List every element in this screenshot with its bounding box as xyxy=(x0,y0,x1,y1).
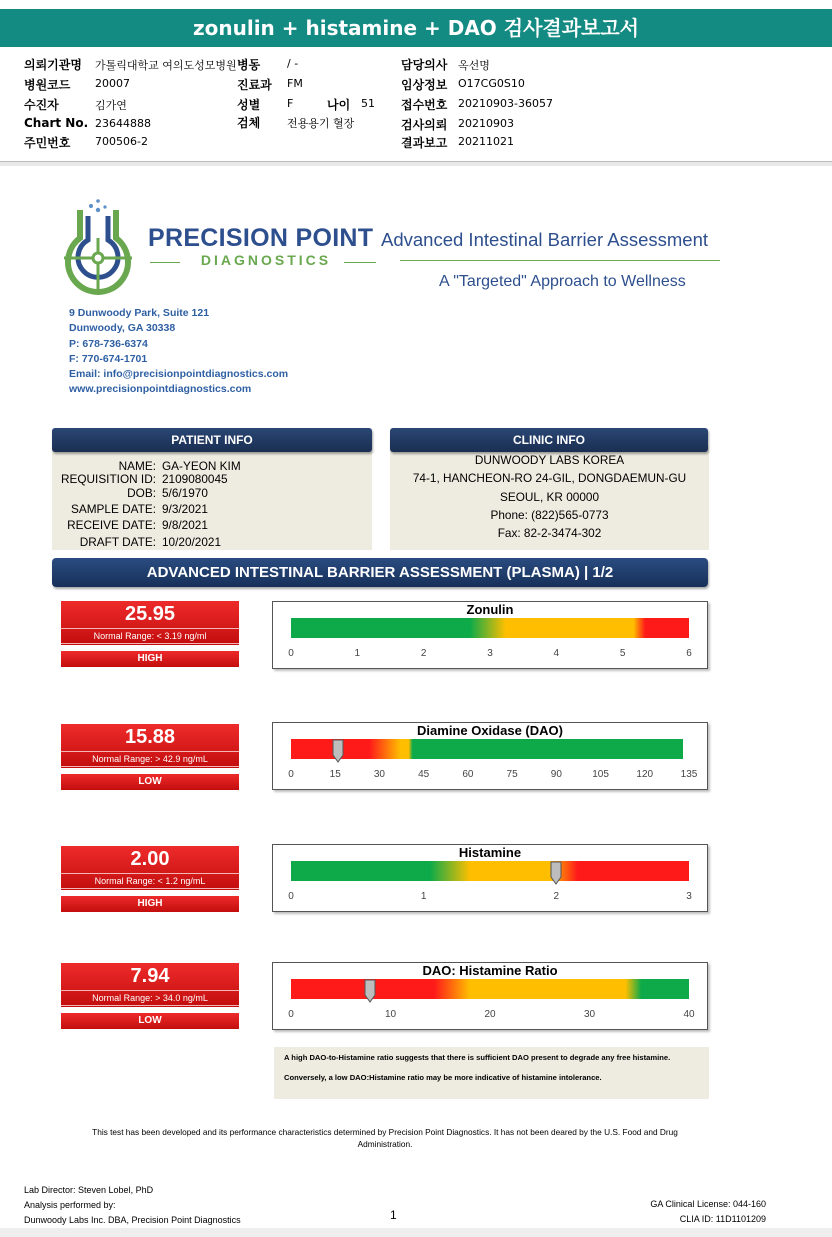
brand-subtitle: DIAGNOSTICS xyxy=(200,252,332,268)
website-link[interactable]: www.precisionpointdiagnostics.com xyxy=(69,383,252,396)
field-value: 20210903 xyxy=(458,117,514,130)
tick-label: 40 xyxy=(683,1009,695,1020)
lab-name: Dunwoody Labs Inc. DBA, Precision Point Diagnostics xyxy=(24,1215,241,1225)
patient-value: 9/8/2021 xyxy=(162,518,208,532)
field-value: 20210903-36057 xyxy=(458,97,553,110)
tick-label: 0 xyxy=(288,648,294,659)
lab-address xyxy=(69,306,288,398)
clinic-info-heading: CLINIC INFO xyxy=(390,428,708,452)
field-label: 병원코드 xyxy=(24,78,71,92)
field-value: 51 xyxy=(361,97,375,110)
tick-label: 20 xyxy=(484,1009,496,1020)
result-value: 2.00 xyxy=(130,848,170,870)
result-box xyxy=(61,601,239,645)
result-value: 15.88 xyxy=(124,726,176,748)
result-value: 7.94 xyxy=(130,965,170,987)
field-value: 20211021 xyxy=(458,135,514,148)
tick-label: 0 xyxy=(288,891,294,902)
tick-label: 1 xyxy=(420,891,427,902)
tick-label: 2 xyxy=(553,891,560,902)
patient-value: 2109080045 xyxy=(162,472,228,486)
tick-label: 0 xyxy=(288,769,294,780)
result-flag: HIGH xyxy=(61,896,239,912)
gauge xyxy=(272,722,708,790)
clinic-line: 74-1, HANCHEON-RO 24-GIL, DONGDAEMUN-GU xyxy=(412,471,687,486)
tick-label: 5 xyxy=(619,648,626,659)
patient-key: RECEIVE DATE: xyxy=(67,518,156,532)
patient-row xyxy=(52,535,221,549)
tick-label: 45 xyxy=(418,769,430,780)
order-info-panel xyxy=(0,50,832,162)
gauge-title: Histamine xyxy=(458,845,522,860)
result-flag: LOW xyxy=(61,774,239,790)
gauge-bar xyxy=(291,739,683,759)
normal-range: Normal Range: > 34.0 ng/mL xyxy=(61,990,239,1006)
tick-label: 0 xyxy=(288,1009,294,1020)
field-label: 수진자 xyxy=(24,98,59,112)
field-label: 결과보고 xyxy=(401,136,448,150)
tick-label: 3 xyxy=(487,648,493,659)
tick-label: 30 xyxy=(373,769,385,780)
field-label: 병동 xyxy=(237,58,261,72)
tick-label: 90 xyxy=(550,769,562,780)
result-box xyxy=(61,724,239,768)
assessment-title: Advanced Intestinal Barrier Assessment xyxy=(381,229,708,250)
clinical-license: GA Clinical License: 044-160 xyxy=(650,1199,766,1209)
note-text: A high DAO-to-Histamine ratio suggests that there is sufficient DAO present to degrade any free histamine. xyxy=(284,1053,671,1062)
patient-value: 9/3/2021 xyxy=(162,502,208,516)
value-marker-icon xyxy=(364,979,376,1003)
field-label: 검사의뢰 xyxy=(401,118,448,132)
value-marker-icon xyxy=(550,861,562,885)
field-label: 담당의사 xyxy=(401,58,448,72)
gauge-title: Diamine Oxidase (DAO) xyxy=(417,723,563,738)
patient-value: 10/20/2021 xyxy=(162,535,222,549)
lab-director: Lab Director: Steven Lobel, PhD xyxy=(24,1185,154,1195)
tick-label: 30 xyxy=(583,1009,596,1020)
tick-label: 10 xyxy=(384,1009,397,1020)
clia-id: CLIA ID: 11D1101209 xyxy=(679,1214,766,1224)
divider xyxy=(344,262,376,263)
gauge-title: DAO: Histamine Ratio xyxy=(422,963,558,978)
normal-range: Normal Range: < 1.2 ng/mL xyxy=(61,873,239,889)
tick-label: 6 xyxy=(686,648,692,659)
field-value: FM xyxy=(287,77,303,90)
field-value: 20007 xyxy=(95,77,130,90)
tick-label: 60 xyxy=(462,769,474,780)
tick-label: 2 xyxy=(420,648,427,659)
tick-label: 3 xyxy=(686,891,692,902)
footer-right xyxy=(650,1197,766,1227)
patient-row xyxy=(52,518,208,532)
field-value: 김가연 xyxy=(95,99,127,112)
tick-label: 120 xyxy=(636,769,654,780)
address-line: 9 Dunwoody Park, Suite 121 xyxy=(69,307,210,319)
note-text: Conversely, a low DAO:Histamine ratio may be more indicative of histamine intolerance. xyxy=(284,1073,602,1082)
address-line: Dunwoody, GA 30338 xyxy=(69,322,176,335)
clinic-info-panel xyxy=(390,446,709,550)
tagline: A "Targeted" Approach to Wellness xyxy=(439,273,686,290)
flask-logo-icon xyxy=(58,198,138,298)
clinic-line: DUNWOODY LABS KOREA xyxy=(474,453,625,467)
field-label: Chart No. xyxy=(24,116,89,130)
clinic-line: Phone: (822)565-0773 xyxy=(490,507,609,522)
tick-label: 135 xyxy=(680,769,698,780)
field-label: 접수번호 xyxy=(401,98,448,112)
clinic-line: SEOUL, KR 00000 xyxy=(499,489,600,504)
gauge xyxy=(272,844,708,912)
patient-row xyxy=(52,459,241,473)
field-label: 검체 xyxy=(237,116,261,130)
field-value: 가톨릭대학교 여의도성모병원 xyxy=(95,59,237,72)
patient-info-panel xyxy=(52,446,372,550)
gauge-bar xyxy=(291,861,689,881)
tick-label: 1 xyxy=(354,648,361,659)
patient-value: 5/6/1970 xyxy=(162,486,208,500)
gauge xyxy=(272,601,708,669)
divider xyxy=(400,260,720,261)
clinic-line: Fax: 82-2-3474-302 xyxy=(497,526,602,541)
section-heading: ADVANCED INTESTINAL BARRIER ASSESSMENT (PLASMA) | 1/2 xyxy=(52,558,708,587)
patient-row xyxy=(52,472,228,486)
gauge-title: Zonulin xyxy=(466,602,514,617)
patient-key: DRAFT DATE: xyxy=(79,535,156,549)
field-label: 나이 xyxy=(327,98,351,112)
normal-range: Normal Range: < 3.19 ng/ml xyxy=(61,628,239,644)
result-flag: LOW xyxy=(61,1013,239,1029)
patient-key: DOB: xyxy=(127,486,156,500)
patient-key: REQUISITION ID: xyxy=(60,472,156,486)
field-label: 주민번호 xyxy=(24,136,71,150)
field-value: F xyxy=(287,97,294,110)
result-box xyxy=(61,846,239,890)
footer-left xyxy=(24,1183,241,1228)
analysis-label: Analysis performed by: xyxy=(24,1200,116,1210)
patient-row xyxy=(52,502,208,516)
patient-info-heading: PATIENT INFO xyxy=(52,428,372,452)
gauge-bar xyxy=(291,979,689,999)
tick-label: 4 xyxy=(553,648,560,659)
normal-range: Normal Range: > 42.9 ng/mL xyxy=(61,751,239,767)
field-value: 옥선명 xyxy=(458,59,490,72)
patient-key: SAMPLE DATE: xyxy=(70,502,156,516)
field-label: 성별 xyxy=(237,98,261,112)
email-link[interactable]: Email: info@precisionpointdiagnostics.com xyxy=(69,368,289,381)
ratio-note xyxy=(274,1047,709,1099)
patient-key: NAME: xyxy=(118,459,156,473)
divider xyxy=(0,1228,832,1237)
brand-name: PRECISION POINT xyxy=(148,224,374,252)
report-title: zonulin + histamine + DAO 검사결과보고서 xyxy=(0,9,832,47)
gauge-bar xyxy=(291,618,689,638)
field-label: 진료과 xyxy=(237,78,272,92)
divider xyxy=(0,162,832,166)
fda-disclaimer: This test has been developed and its performance characteristics determined by Precision Point Diagnostics. It has not been deared by the U.S. Food and Drug Administration. xyxy=(92,1127,678,1149)
field-label: 임상정보 xyxy=(401,78,448,92)
tick-label: 105 xyxy=(592,769,609,780)
result-flag: HIGH xyxy=(61,651,239,667)
field-value: O17CG0S10 xyxy=(458,77,525,90)
fax: F: 770-674-1701 xyxy=(69,352,148,365)
field-value: 전용용기 혈장 xyxy=(287,117,355,130)
patient-row xyxy=(52,486,208,500)
tick-label: 75 xyxy=(506,769,518,780)
tick-label: 15 xyxy=(329,769,341,780)
page-number: 1 xyxy=(390,1208,397,1222)
field-label: 의뢰기관명 xyxy=(24,58,82,72)
field-value: / - xyxy=(287,57,299,70)
phone: P: 678-736-6374 xyxy=(69,337,148,350)
gauge xyxy=(272,962,708,1030)
result-value: 25.95 xyxy=(124,603,176,625)
value-marker-icon xyxy=(332,739,344,763)
field-value: 23644888 xyxy=(95,117,151,130)
result-box xyxy=(61,963,239,1007)
field-value: 700506-2 xyxy=(95,135,148,148)
patient-value: GA-YEON KIM xyxy=(162,459,241,473)
